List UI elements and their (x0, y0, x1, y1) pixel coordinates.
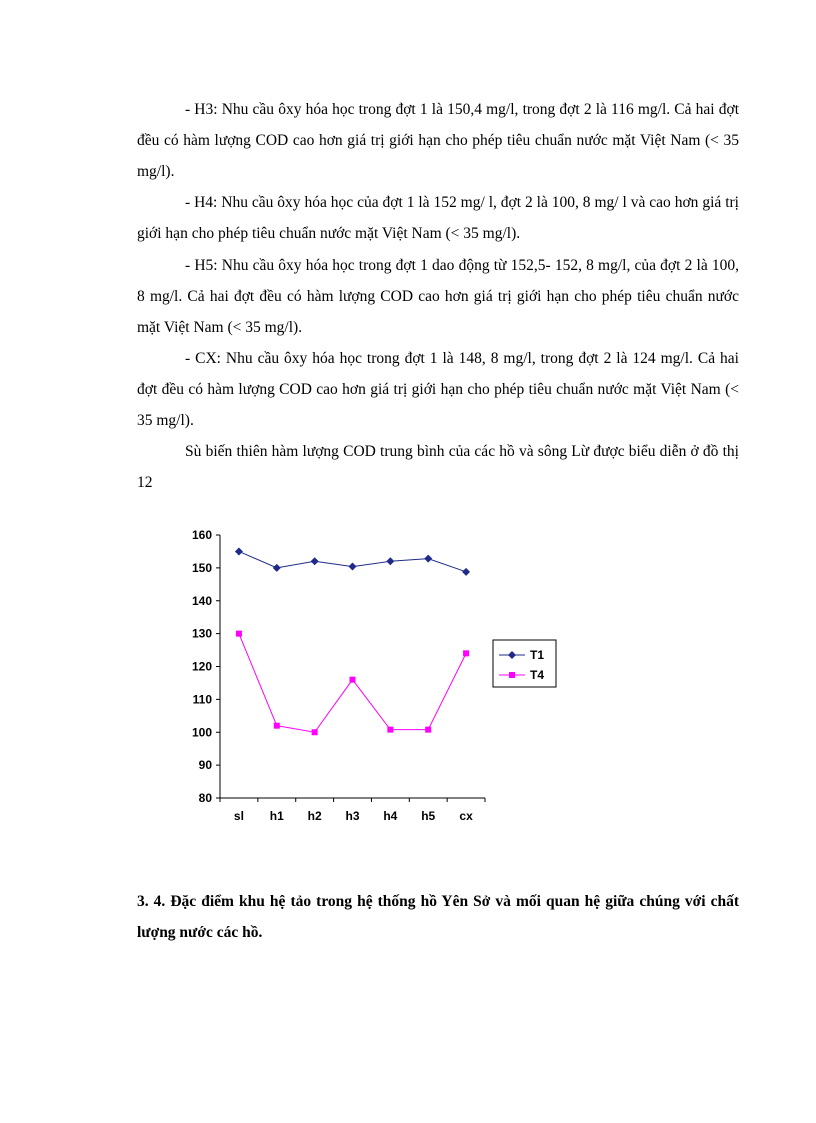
data-point-t1 (462, 568, 470, 576)
data-point-t4 (236, 631, 242, 637)
paragraph-h3: - H3: Nhu cầu ôxy hóa học trong đợt 1 là 150,4 mg/l, trong đợt 2 là 116 mg/l. Cả hai đợt đều có hàm lượng COD cao hơn giá trị giới hạn cho phép tiêu chuẩn nước mặt Việt Nam (< 35 mg/l). (137, 101, 739, 180)
legend-label-t1: T1 (530, 648, 545, 662)
y-tick-label: 90 (198, 758, 212, 773)
paragraph-cx: - CX: Nhu cầu ôxy hóa học trong đợt 1 là 148, 8 mg/l, trong đợt 2 là 124 mg/l. Cả hai đợt đều có hàm lượng COD cao hơn giá trị giới hạn cho phép tiêu chuẩn nước mặt Việt Nam (< 35 mg/l). (137, 350, 739, 429)
data-point-t4 (350, 677, 356, 683)
series-line-t4 (239, 634, 466, 733)
x-tick-label: h1 (269, 809, 284, 823)
section-heading: 3. 4. Đặc điểm khu hệ tảo trong hệ thống hồ Yên Sở và mối quan hệ giữa chúng với chất lượng nước các hồ. (137, 893, 739, 941)
y-tick-label: 80 (198, 791, 212, 805)
y-tick-label: 160 (191, 528, 212, 542)
y-tick-label: 100 (191, 725, 212, 740)
x-tick-label: h2 (307, 809, 322, 823)
data-point-t1 (424, 555, 432, 563)
data-point-t4 (274, 723, 280, 729)
x-tick-label: cx (459, 809, 473, 823)
y-tick-label: 110 (192, 692, 212, 707)
cod-line-chart (160, 515, 560, 835)
x-tick-label: h3 (345, 809, 360, 823)
y-tick-label: 120 (191, 659, 212, 674)
y-tick-label: 140 (191, 593, 212, 608)
data-point-t4 (387, 727, 393, 733)
paragraph-h4: - H4: Nhu cầu ôxy hóa học của đợt 1 là 152 mg/ l, đợt 2 là 100, 8 mg/ l và cao hơn giá trị giới hạn cho phép tiêu chuẩn nước mặt Việt Nam (< 35 mg/l). (137, 194, 739, 242)
data-point-t1 (235, 547, 243, 555)
data-point-t1 (349, 563, 357, 571)
legend-label-t4: T4 (530, 668, 545, 682)
paragraph-chart-intro: Sù biến thiên hàm lượng COD trung bình của các hồ và sông Lừ được biểu diễn ở đồ thị 12 (137, 443, 739, 491)
data-point-t1 (273, 564, 281, 572)
data-point-t1 (311, 557, 319, 565)
x-tick-label: h5 (421, 809, 436, 823)
data-point-t4 (312, 729, 318, 735)
data-point-t4 (425, 727, 431, 733)
paragraph-h5: - H5: Nhu cầu ôxy hóa học trong đợt 1 dao động từ 152,5- 152, 8 mg/l, của đợt 2 là 100, 8 mg/l. Cả hai đợt đều có hàm lượng COD cao hơn giá trị giới hạn cho phép tiêu chuẩn nước mặt Việt Nam (< 35 mg/l). (137, 257, 739, 336)
y-tick-label: 150 (191, 560, 212, 575)
y-tick-label: 130 (191, 626, 212, 641)
legend-marker-t4 (509, 672, 515, 678)
data-point-t1 (386, 557, 394, 565)
legend-box (493, 640, 556, 687)
x-tick-label: sl (233, 809, 244, 823)
x-tick-label: h4 (383, 809, 398, 823)
data-point-t4 (463, 650, 469, 656)
